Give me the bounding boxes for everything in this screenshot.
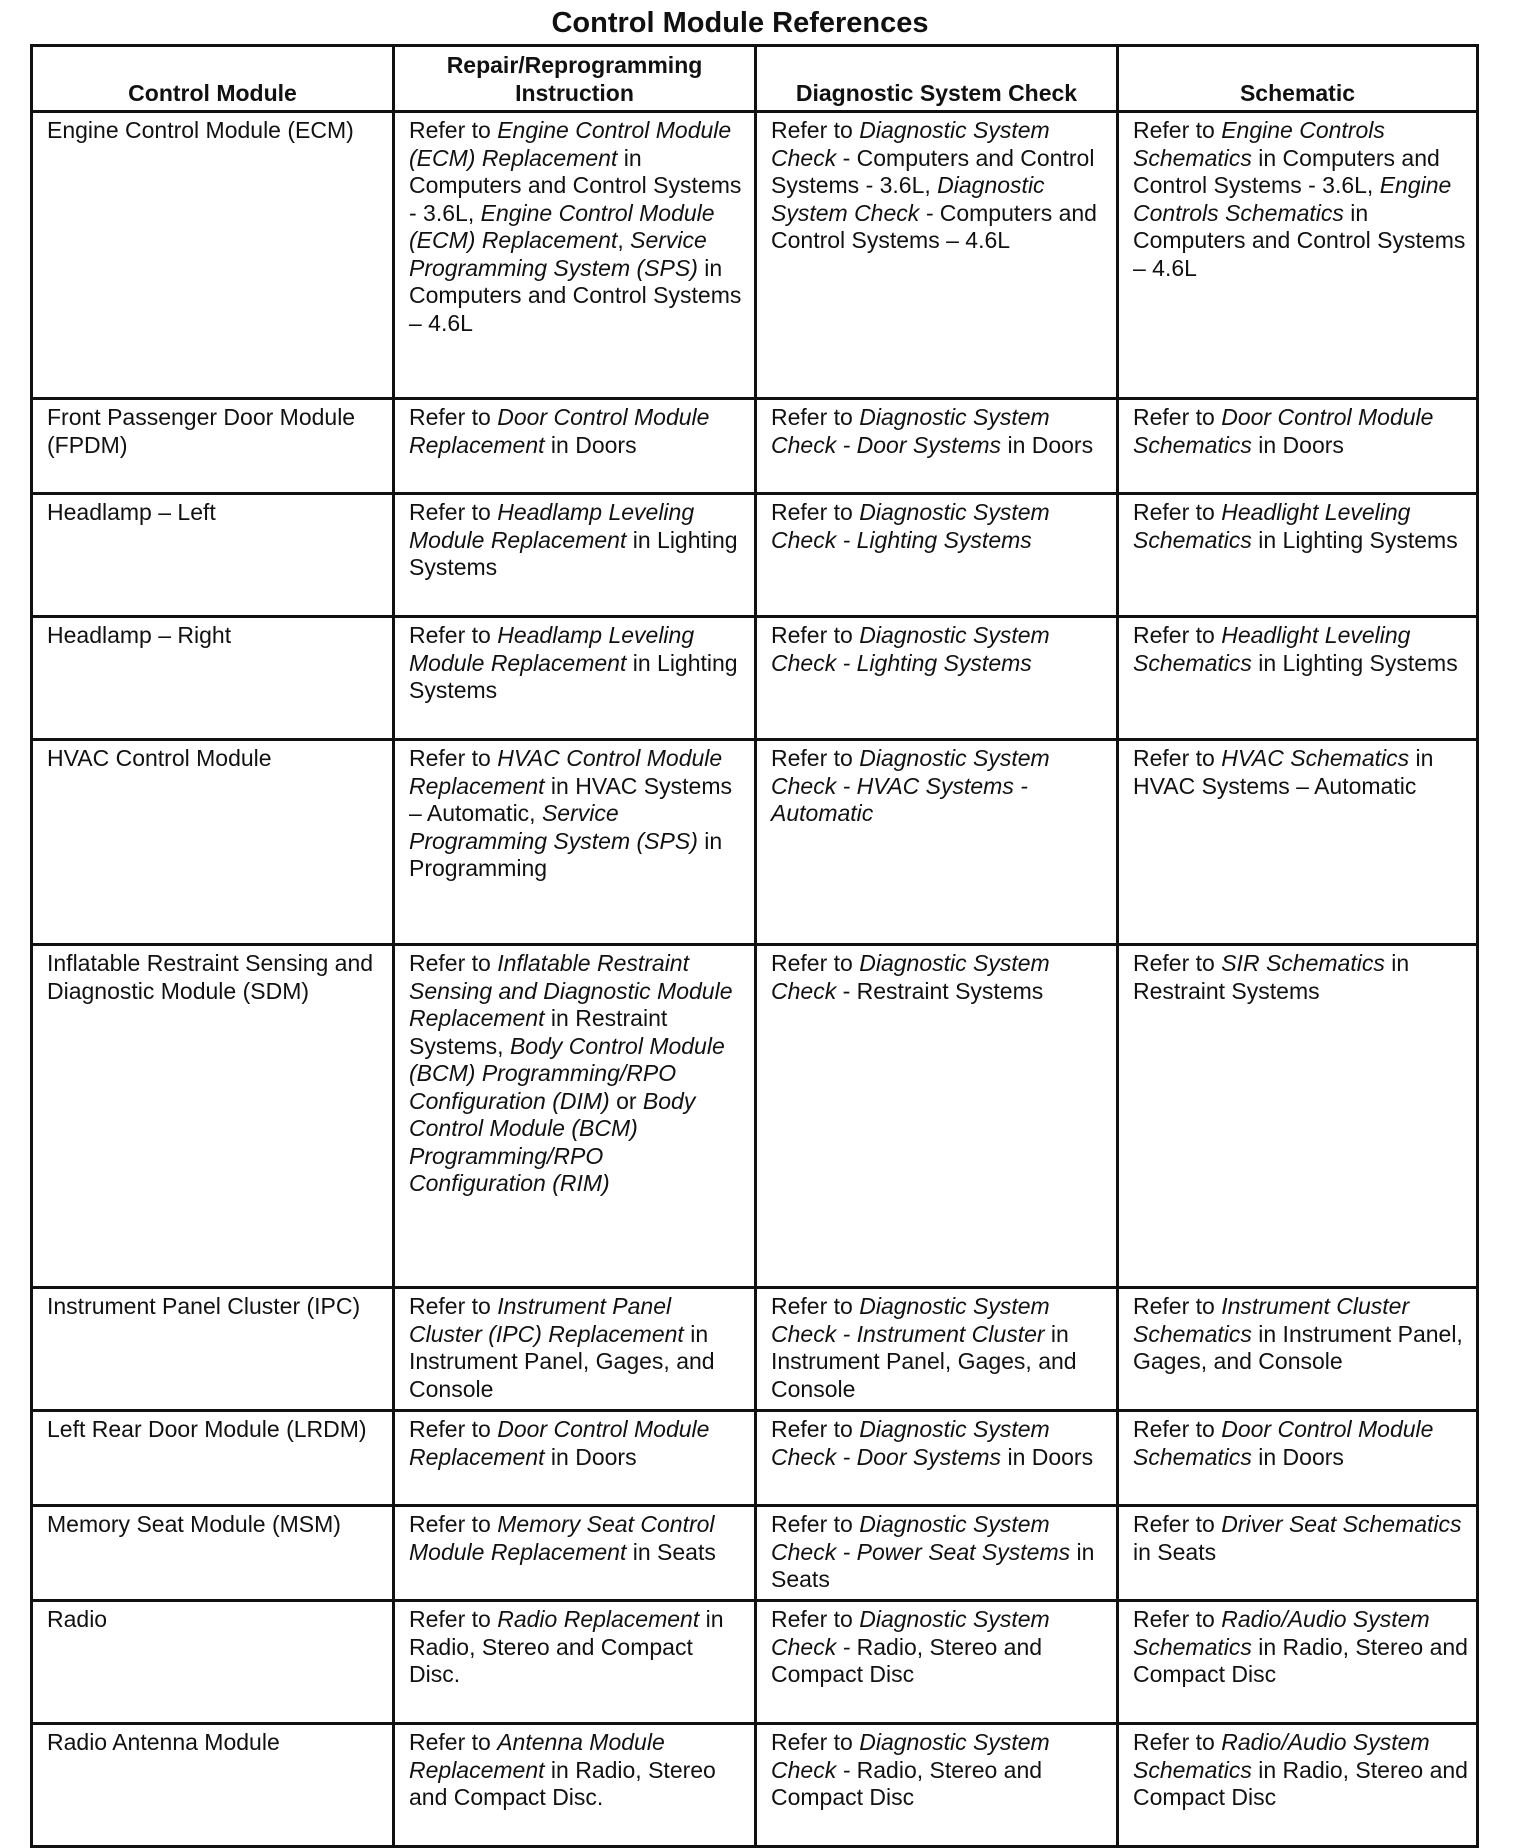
schematic-cell [1118,1601,1478,1724]
reference-text: in Lighting Systems [1251,649,1458,676]
reference-title: Door Control Module Schematics [1133,1416,1434,1470]
repair-instruction-cell [394,112,756,399]
control-module-cell: Memory Seat Module (MSM) [32,1506,394,1601]
diagnostic-check-cell [756,1411,1118,1506]
reference-title: Diagnostic System Check - Door Systems [771,404,1050,458]
reference-title: Headlight Leveling Schematics [1133,499,1411,553]
column-header-schematic: Schematic [1118,46,1478,112]
reference-title: Radio/Audio System Schematics [1133,1606,1430,1660]
reference-title: Diagnostic System Check - [771,1729,1050,1783]
reference-text: Refer to [1133,950,1222,976]
reference-text: in HVAC Systems – Automatic, [409,772,732,826]
schematic-cell [1118,617,1478,740]
control-module-cell: Radio Antenna Module [32,1724,394,1847]
control-module-cell: Instrument Panel Cluster (IPC) [32,1288,394,1411]
reference-title: Diagnostic System Check - [771,172,1045,226]
reference-text: Refer to [409,1729,498,1755]
reference-text: Refer to [771,1729,860,1755]
reference-text: in Restraint Systems [1133,950,1410,1004]
repair-instruction-cell [394,1288,756,1411]
schematic-cell [1118,1411,1478,1506]
reference-title: Diagnostic System Check - HVAC Systems - Automatic [771,745,1050,826]
reference-title: Body Control Module (BCM) Programming/RPO Configuration (RIM) [409,1087,696,1196]
reference-text: in Computers and Control Systems - 3.6L, [1133,144,1440,198]
diagnostic-check-cell [756,740,1118,945]
reference-title: Instrument Cluster Schematics [1133,1293,1410,1347]
reference-text: Refer to [1133,1293,1222,1319]
schematic-cell [1118,1506,1478,1601]
page-title: Control Module References [551,7,929,39]
reference-text: Refer to [1133,1729,1222,1755]
schematic-cell [1118,399,1478,494]
reference-title: HVAC Control Module Replacement [409,745,723,799]
reference-text: Refer to [771,499,860,525]
reference-title: SIR Schematics [1221,950,1385,976]
reference-text: in Programming [409,827,723,881]
table-row [32,1411,1478,1506]
reference-text: , [617,227,631,253]
reference-title: Service Programming System (SPS) [409,227,707,281]
table-row [32,1601,1478,1724]
reference-text: in Lighting Systems [409,526,738,580]
reference-title: Engine Control Module (ECM) Replacement [409,199,715,253]
reference-text: Refer to [771,745,860,771]
schematic-cell [1118,112,1478,399]
reference-title: Radio Replacement [497,1606,700,1632]
reference-text: Refer to [771,622,860,648]
reference-text: Refer to [1133,1511,1222,1537]
reference-title: Diagnostic System Check - [771,1606,1050,1660]
reference-title: Body Control Module (BCM) Programming/RPO Configuration (DIM) [409,1032,725,1114]
reference-text: in Radio, Stereo and Compact Disc. [409,1606,724,1687]
reference-text: Refer to [1133,745,1222,771]
diagnostic-check-cell [756,399,1118,494]
reference-title: Engine Control Module (ECM) Replacement [409,117,732,171]
reference-title: Driver Seat Schematics [1221,1511,1462,1537]
reference-text: in Doors [1251,431,1344,458]
reference-text: Refer to [1133,117,1222,143]
reference-text: Refer to [409,404,498,430]
reference-title: Diagnostic System Check - Door Systems [771,1416,1050,1470]
table-row [32,945,1478,1288]
diagnostic-check-cell [756,617,1118,740]
reference-title: Radio/Audio System Schematics [1133,1729,1430,1783]
reference-text: in Lighting Systems [1251,526,1458,553]
reference-title: Diagnostic System Check [771,117,1050,171]
reference-text: in Computers and Control Systems – 4.6L [409,254,742,336]
reference-text: in Seats [1133,1538,1217,1565]
reference-title: Inflatable Restraint Sensing and Diagnostic Module Replacement [409,950,733,1031]
reference-text: Refer to [771,1293,860,1319]
repair-instruction-cell [394,1724,756,1847]
reference-title: Instrument Panel Cluster (IPC) Replacement [409,1293,684,1347]
reference-text: in Doors [544,431,637,458]
reference-text: in Seats [771,1538,1095,1592]
reference-text: Refer to [771,117,860,143]
repair-instruction-cell [394,494,756,617]
reference-title: HVAC Schematics [1221,745,1410,771]
reference-text: Refer to [409,117,498,143]
reference-text: Refer to [1133,499,1222,525]
diagnostic-check-cell [756,1506,1118,1601]
reference-title: Door Control Module Replacement [409,404,710,458]
reference-text: Refer to [409,1511,498,1537]
control-module-cell: Front Passenger Door Module (FPDM) [32,399,394,494]
reference-text: - Restraint Systems [836,977,1044,1004]
reference-text: Radio, Stereo and Compact Disc [771,1633,1043,1687]
reference-text: in Computers and Control Systems - 3.6L, [409,144,742,226]
repair-instruction-cell [394,399,756,494]
reference-title: Diagnostic System Check - Lighting Systems [771,622,1050,676]
reference-title: Antenna Module Replacement [409,1729,665,1783]
diagnostic-check-cell [756,1601,1118,1724]
control-module-cell: Left Rear Door Module (LRDM) [32,1411,394,1506]
reference-text: in Restraint Systems, [409,1005,668,1059]
control-module-cell: Inflatable Restraint Sensing and Diagnostic Module (SDM) [32,945,394,1288]
reference-text: in Instrument Panel, Gages, and Console [771,1320,1077,1402]
schematic-cell [1118,1724,1478,1847]
control-module-cell: Radio [32,1601,394,1724]
repair-instruction-cell [394,740,756,945]
reference-text: Refer to [409,1416,498,1442]
table-row [32,112,1478,399]
table-row [32,740,1478,945]
control-module-cell: Headlamp – Left [32,494,394,617]
column-header-diagnostic-check: Diagnostic System Check [756,46,1118,112]
reference-title: Memory Seat Control Module Replacement [409,1511,715,1565]
reference-text: in Computers and Control Systems – 4.6L [1133,199,1466,281]
reference-title: Service Programming System (SPS) [409,800,698,854]
reference-text: Refer to [1133,622,1222,648]
reference-title: Headlight Leveling Schematics [1133,622,1411,676]
reference-text: Computers and Control Systems – 4.6L [771,199,1097,253]
table-row [32,617,1478,740]
reference-text: Refer to [1133,1606,1222,1632]
schematic-cell [1118,740,1478,945]
reference-text: in Radio, Stereo and Compact Disc [1133,1633,1468,1687]
schematic-cell [1118,1288,1478,1411]
reference-text: in Radio, Stereo and Compact Disc. [409,1756,716,1810]
reference-text: in Instrument Panel, Gages, and Console [1133,1320,1463,1374]
reference-text: in Doors [1251,1443,1344,1470]
schematic-cell [1118,494,1478,617]
diagnostic-check-cell [756,1724,1118,1847]
reference-text: in Doors [1001,431,1094,458]
reference-title: Engine Controls Schematics [1133,117,1385,171]
reference-title: Headlamp Leveling Module Replacement [409,499,695,553]
column-header-repair-instruction: Repair/Reprogramming Instruction [394,46,756,112]
reference-text: in Doors [544,1443,637,1470]
reference-title: Diagnostic System Check - Lighting Systems [771,499,1050,553]
diagnostic-check-cell [756,494,1118,617]
reference-text: Refer to [771,1511,860,1537]
table-row [32,1506,1478,1601]
table-row [32,494,1478,617]
column-header-control-module: Control Module [32,46,394,112]
reference-text: in HVAC Systems – Automatic [1133,745,1434,799]
reference-title: Diagnostic System Check - Instrument Cluster [771,1293,1050,1347]
reference-text: Refer to [771,404,860,430]
reference-title: Door Control Module Replacement [409,1416,710,1470]
reference-text: - Computers and Control Systems - 3.6L, [771,144,1095,198]
diagnostic-check-cell [756,112,1118,399]
reference-text: Refer to [771,1416,860,1442]
schematic-cell [1118,945,1478,1288]
reference-title: Diagnostic System Check [771,950,1050,1004]
table-row [32,399,1478,494]
control-module-cell: Headlamp – Right [32,617,394,740]
table-row [32,1288,1478,1411]
table-body [32,112,1478,1847]
reference-text: Refer to [409,1606,498,1632]
reference-text: Refer to [409,745,498,771]
reference-text: in Instrument Panel, Gages, and Console [409,1320,715,1402]
diagnostic-check-cell [756,1288,1118,1411]
control-module-cell: HVAC Control Module [32,740,394,945]
reference-text: in Doors [1001,1443,1094,1470]
repair-instruction-cell [394,617,756,740]
reference-text: Radio, Stereo and Compact Disc [771,1756,1043,1810]
reference-title: Headlamp Leveling Module Replacement [409,622,695,676]
repair-instruction-cell [394,1506,756,1601]
reference-title: Door Control Module Schematics [1133,404,1434,458]
reference-text: Refer to [409,622,498,648]
reference-text: Refer to [409,499,498,525]
reference-title: Engine Controls Schematics [1133,172,1452,226]
table-row [32,1724,1478,1847]
repair-instruction-cell [394,1601,756,1724]
reference-title: Diagnostic System Check - Power Seat Systems [771,1511,1071,1565]
reference-text: in Lighting Systems [409,649,738,703]
repair-instruction-cell [394,945,756,1288]
control-module-cell: Engine Control Module (ECM) [32,112,394,399]
reference-text: in Radio, Stereo and Compact Disc [1133,1756,1468,1810]
repair-instruction-cell [394,1411,756,1506]
reference-text: in Seats [626,1538,716,1565]
reference-text: Refer to [409,950,498,976]
reference-text: Refer to [409,1293,498,1319]
table-header-row [32,46,1478,112]
reference-text: Refer to [771,1606,860,1632]
diagnostic-check-cell [756,945,1118,1288]
reference-text: or [609,1087,643,1114]
reference-text: Refer to [771,950,860,976]
control-module-table [30,44,1479,1848]
reference-text: Refer to [1133,404,1222,430]
reference-text: Refer to [1133,1416,1222,1442]
